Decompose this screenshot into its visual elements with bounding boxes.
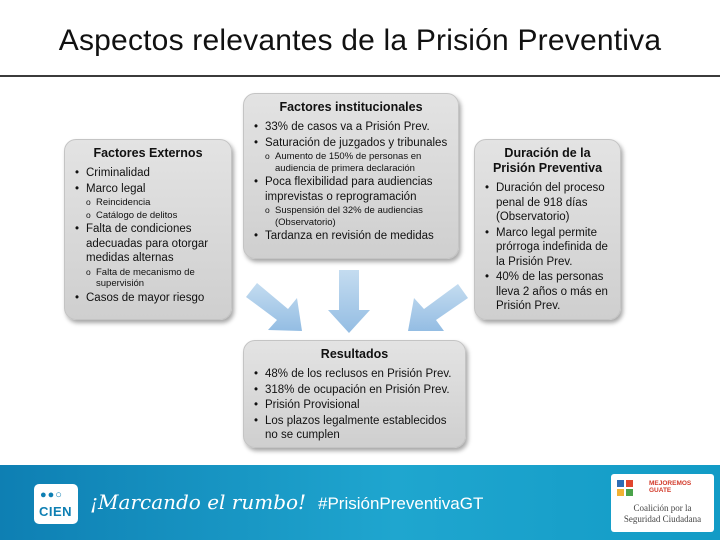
factores-institucionales-heading: Factores institucionales: [279, 100, 423, 114]
duracion-heading: Duración de la Prisión Preventiva: [492, 146, 603, 175]
sub-list-item: o Aumento de 150% de personas en audiencia de primera declaración: [252, 151, 450, 174]
list-item: • Saturación de juzgados y tribunales: [252, 136, 450, 151]
factores-institucionales-box: [243, 93, 459, 259]
list-item: • Casos de mayor riesgo: [73, 291, 223, 306]
list-item: • Poca flexibilidad para audiencias imprevistas o reprogramación: [252, 175, 450, 204]
factores-externos-box: [64, 139, 232, 320]
list-item: • 48% de los reclusos en Prisión Prev.: [252, 367, 457, 382]
cien-logo-icon: [34, 484, 78, 524]
mejoremos-label: MEJOREMOS GUATE: [649, 480, 692, 494]
sub-list-item: o Falta de mecanismo de supervisión: [73, 267, 223, 290]
arrow-diag-left-icon: [408, 284, 468, 331]
duracion-box: [474, 139, 621, 320]
coalicion-mark-icon: [617, 480, 633, 496]
arrow-diag-right-icon: [246, 283, 302, 331]
arrow-down-icon: [328, 270, 370, 333]
list-item: • Marco legal: [73, 182, 223, 197]
list-item: • Falta de condiciones adecuadas para otorgar medidas alternas: [73, 222, 223, 266]
list-item: • 318% de ocupación en Prisión Prev.: [252, 383, 457, 398]
coalicion-logo-icon: [611, 474, 714, 532]
sub-list-item: o Reincidencia: [73, 197, 223, 209]
list-item: • Criminalidad: [73, 166, 223, 181]
list-item: • Tardanza en revisión de medidas: [252, 229, 450, 244]
sub-list-item: o Suspensión del 32% de audiencias (Observatorio): [252, 205, 450, 228]
list-item: • Los plazos legalmente establecidos no se cumplen: [252, 414, 457, 443]
coalicion-line-2: Seguridad Ciudadana: [623, 514, 702, 524]
coalicion-line-1: Coalición por la: [633, 503, 692, 513]
list-item: • Prisión Provisional: [252, 398, 457, 413]
cien-dots: ●●○: [40, 489, 63, 501]
list-item: • Duración del proceso penal de 918 días (Observatorio): [483, 181, 612, 225]
list-item: • Marco legal permite prórroga indefinida de la Prisión Prev.: [483, 226, 612, 270]
sub-list-item: o Catálogo de delitos: [73, 210, 223, 222]
resultados-heading: Resultados: [320, 347, 389, 361]
cien-word: CIEN: [39, 504, 73, 519]
factores-externos-heading: Factores Externos: [93, 146, 203, 160]
resultados-box: [243, 340, 466, 448]
list-item: • 33% de casos va a Prisión Prev.: [252, 120, 450, 135]
slide-title: Aspectos relevantes de la Prisión Preventiva: [58, 24, 662, 57]
list-item: • 40% de las personas lleva 2 años o más en Prisión Prev.: [483, 270, 612, 314]
slogan: ¡Marcando el rumbo!: [90, 490, 307, 514]
hashtag: #PrisiónPreventivaGT: [318, 494, 484, 513]
